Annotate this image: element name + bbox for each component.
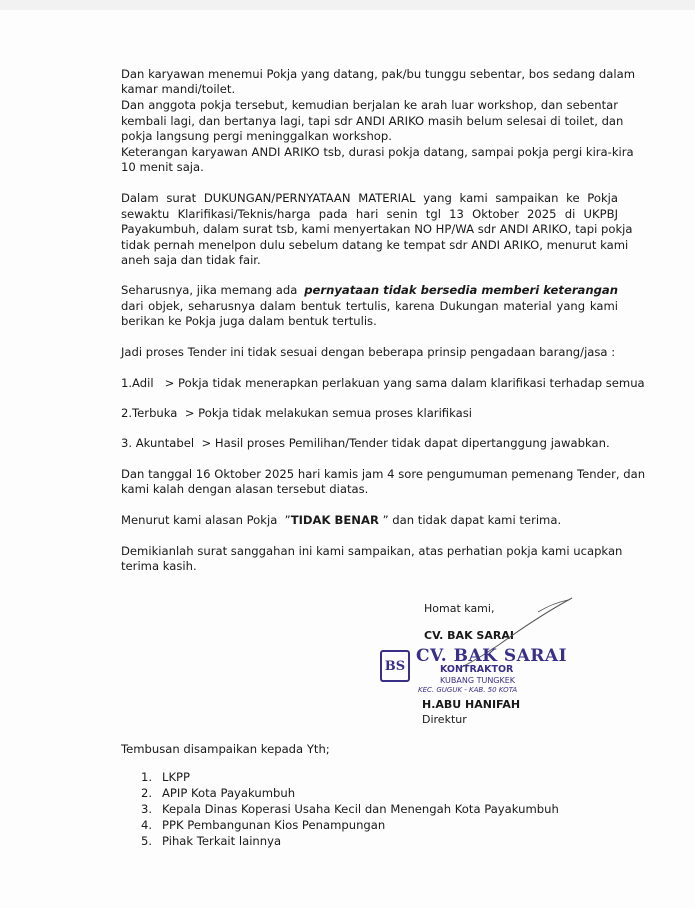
principle-item: 2.Terbuka > Pokja tidak melakukan semua proses klarifikasi <box>121 406 472 420</box>
signatory-name: H.ABU HANIFAH <box>422 698 521 711</box>
stamp-company-name: CV. BAK SARAI <box>416 646 568 666</box>
paragraph-line: Payakumbuh, dalam surat tsb, kami menyertakan NO HP/WA sdr ANDI ARIKO, tapi pokja <box>121 222 633 236</box>
emphasis-text: TIDAK BENAR <box>290 513 379 527</box>
paragraph-line: Keterangan karyawan ANDI ARIKO tsb, durasi pokja datang, sampai pokja pergi kira-kira <box>121 145 634 159</box>
paragraph-line: Dan karyawan menemui Pokja yang datang, pak/bu tunggu sebentar, bos sedang dalam <box>121 67 635 81</box>
cc-item-number: 1. <box>141 770 153 784</box>
cc-item-number: 5. <box>141 834 153 848</box>
paragraph-line: tidak pernah menelpon dulu sebelum datang ke tempat sdr ANDI ARIKO, menurut kami <box>121 238 629 252</box>
cc-item: LKPP <box>162 770 191 784</box>
principle-item: 1.Adil > Pokja tidak menerapkan perlakuan yang sama dalam klarifikasi terhadap semua <box>121 376 645 390</box>
paragraph-line <box>121 513 561 528</box>
cc-item: PPK Pembangunan Kios Penampungan <box>162 818 386 832</box>
paragraph-line: 10 menit saja. <box>121 160 204 174</box>
cc-item-number: 4. <box>141 818 153 832</box>
cc-item: Kepala Dinas Koperasi Usaha Kecil dan Menengah Kota Payakumbuh <box>162 802 559 816</box>
paragraph-text: Seharusnya, jika memang ada <box>121 283 301 297</box>
signatory-title: Direktur <box>422 713 467 726</box>
paragraph-line: sewaktu Klarifikasi/Teknis/harga pada hari senin tgl 13 Oktober 2025 di UKPBJ <box>121 207 618 221</box>
stamp-logo-text: BS <box>384 658 406 674</box>
cc-item: Pihak Terkait lainnya <box>162 834 282 848</box>
stamp-line: KONTRAKTOR <box>440 664 514 675</box>
closing-text: Homat kami, <box>424 602 495 615</box>
paragraph-text: ” dan tidak dapat kami terima. <box>378 513 562 527</box>
paragraph-line: terima kasih. <box>121 559 197 573</box>
cc-item: APIP Kota Payakumbuh <box>162 786 296 800</box>
cc-heading: Tembusan disampaikan kepada Yth; <box>121 742 330 756</box>
cc-item-number: 2. <box>141 786 153 800</box>
cc-item-number: 3. <box>141 802 153 816</box>
principle-item: 3. Akuntabel > Hasil proses Pemilihan/Tender tidak dapat dipertanggung jawabkan. <box>121 436 610 450</box>
paragraph-text: Menurut kami alasan Pokja ” <box>121 513 291 527</box>
stamp-logo <box>380 650 410 682</box>
paragraph-line: kamar mandi/toilet. <box>121 82 236 96</box>
paragraph-line: Jadi proses Tender ini tidak sesuai dengan beberapa prinsip pengadaan barang/jasa : <box>121 345 616 359</box>
paragraph-line: pokja langsung pergi meninggalkan workshop. <box>121 129 392 143</box>
paragraph-line: dari objek, seharusnya dalam bentuk tertulis, karena Dukungan material yang kami <box>121 299 618 313</box>
paragraph-line: kembali lagi, dan bertanya lagi, tapi sdr ANDI ARIKO masih belum selesai di toilet, dan <box>121 114 624 128</box>
paragraph-line: kami kalah dengan alasan tersebut diatas. <box>121 482 369 496</box>
paragraph-line: aneh saja dan tidak fair. <box>121 253 261 267</box>
paragraph-line: Dan tanggal 16 Oktober 2025 hari kamis jam 4 sore pengumuman pemenang Tender, dan <box>121 467 646 481</box>
emphasis-text: pernyataan tidak bersedia memberi keterangan <box>304 283 618 297</box>
stamp-line: KUBANG TUNGKEK <box>440 676 516 685</box>
paragraph-line: Dan anggota pokja tersebut, kemudian berjalan ke arah luar workshop, dan sebentar <box>121 98 618 112</box>
paragraph-line: Demikianlah surat sanggahan ini kami sampaikan, atas perhatian pokja kami ucapkan <box>121 544 623 558</box>
company-name: CV. BAK SARAI <box>424 629 514 642</box>
stamp-line: KEC. GUGUK - KAB. 50 KOTA <box>418 686 518 694</box>
paragraph-line <box>121 283 618 298</box>
paragraph-line: Dalam surat DUKUNGAN/PERNYATAAN MATERIAL yang kami sampaikan ke Pokja <box>121 191 618 205</box>
paragraph-line: berikan ke Pokja juga dalam bentuk tertulis. <box>121 314 377 328</box>
